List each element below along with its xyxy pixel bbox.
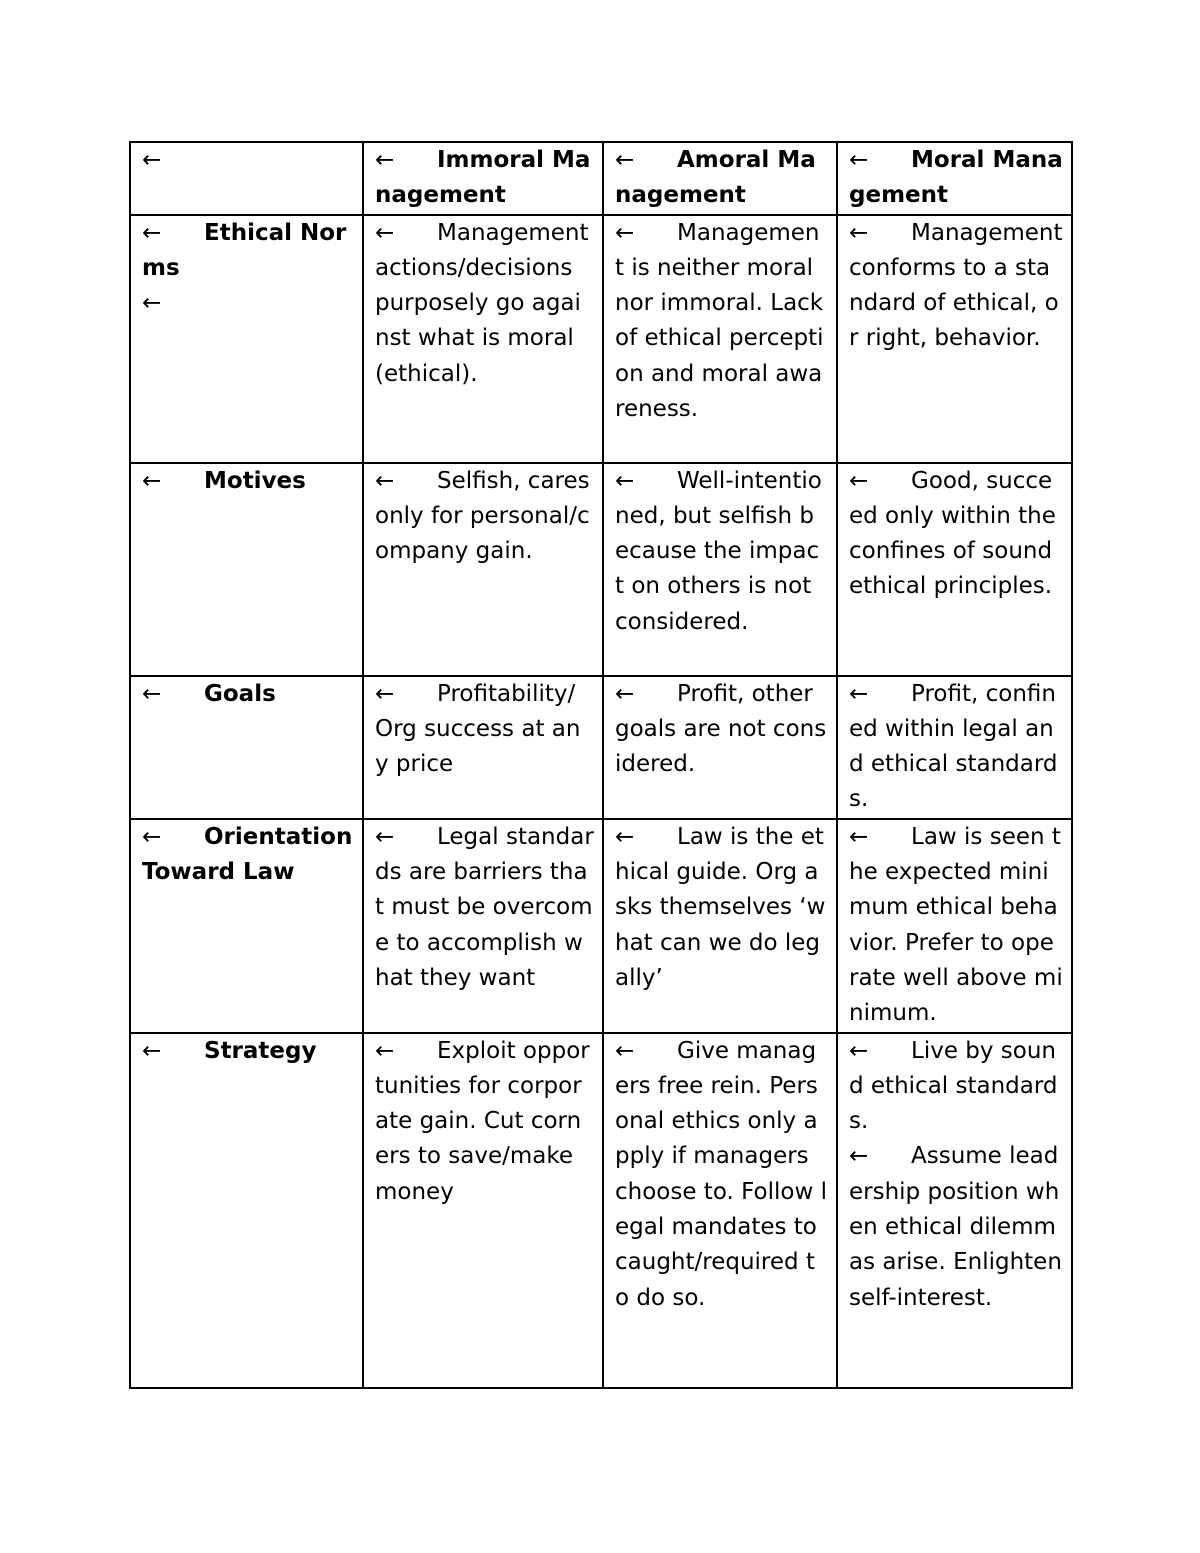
amoral-cell	[603, 676, 837, 819]
moral-cell	[837, 1033, 1072, 1388]
row-label-cell	[130, 463, 363, 676]
moral-text-2: Assume leadership position when ethical dilemmas arise. Enlighten self-interest.	[849, 1143, 1062, 1311]
arrow-icon: ←	[849, 219, 869, 246]
row-label: Motives	[204, 467, 306, 494]
row-label-cell	[130, 819, 363, 1033]
header-cell-empty	[130, 142, 363, 215]
arrow-icon: ←	[615, 1037, 635, 1064]
moral-cell	[837, 819, 1072, 1033]
header-label-moral: Moral Management	[849, 147, 1063, 209]
arrow-icon: ←	[375, 1037, 395, 1064]
arrow-icon: ←	[142, 290, 162, 317]
immoral-cell	[363, 676, 603, 819]
table-row	[130, 1033, 1072, 1388]
amoral-text: Law is the ethical guide. Org asks themselves ‘what can we do legally’	[615, 823, 826, 991]
amoral-text: Give managers free rein. Personal ethics only apply if managers choose to. Follow legal mandates to caught/required to do so.	[615, 1037, 827, 1311]
arrow-icon: ←	[615, 467, 635, 494]
header-row	[130, 142, 1072, 215]
arrow-icon: ←	[615, 147, 635, 173]
amoral-cell	[603, 819, 837, 1033]
moral-text: Management conforms to a standard of ethical, or right, behavior.	[849, 219, 1063, 352]
table-row	[130, 819, 1072, 1033]
immoral-cell	[363, 1033, 603, 1388]
header-cell-amoral	[603, 142, 837, 215]
arrow-icon: ←	[615, 823, 635, 850]
arrow-icon: ←	[615, 680, 635, 707]
arrow-icon: ←	[375, 467, 395, 494]
moral-cell	[837, 676, 1072, 819]
row-label-cell	[130, 1033, 363, 1388]
arrow-icon: ←	[142, 1037, 162, 1064]
arrow-icon: ←	[375, 147, 395, 173]
immoral-text: Exploit opportunities for corporate gain. Cut corners to save/make money	[375, 1037, 590, 1205]
immoral-cell	[363, 463, 603, 676]
moral-text: Good, succeed only within the confines of sound ethical principles.	[849, 467, 1056, 600]
arrow-icon: ←	[142, 147, 162, 173]
header-label-immoral: Immoral Management	[375, 147, 591, 209]
arrow-icon: ←	[615, 219, 635, 246]
row-label: Goals	[204, 680, 276, 707]
arrow-icon: ←	[142, 823, 162, 850]
moral-cell	[837, 463, 1072, 676]
amoral-text: Profit, other goals are not considered.	[615, 680, 827, 778]
amoral-cell	[603, 463, 837, 676]
immoral-text: Legal standards are barriers that must be overcome to accomplish what they want	[375, 823, 594, 991]
header-label-amoral: Amoral Management	[615, 147, 816, 209]
row-label-cell	[130, 215, 363, 463]
amoral-text: Management is neither moral nor immoral. Lack of ethical perception and moral awareness.	[615, 219, 824, 423]
immoral-text: Profitability/ Org success at any price	[375, 680, 581, 778]
arrow-icon: ←	[849, 147, 869, 173]
arrow-icon: ←	[142, 680, 162, 707]
row-label: Orientation Toward Law	[142, 823, 353, 886]
amoral-text: Well-intentioned, but selfish because the impact on others is not considered.	[615, 467, 822, 635]
arrow-icon: ←	[849, 823, 869, 850]
table-row	[130, 676, 1072, 819]
immoral-cell	[363, 819, 603, 1033]
amoral-cell	[603, 1033, 837, 1388]
header-cell-immoral	[363, 142, 603, 215]
arrow-icon: ←	[375, 219, 395, 246]
arrow-icon: ←	[142, 467, 162, 494]
arrow-icon: ←	[375, 823, 395, 850]
arrow-icon: ←	[142, 219, 162, 246]
amoral-cell	[603, 215, 837, 463]
immoral-text: Management actions/decisions purposely go against what is moral (ethical).	[375, 219, 589, 387]
arrow-icon: ←	[375, 680, 395, 707]
table-row	[130, 215, 1072, 463]
header-cell-moral	[837, 142, 1072, 215]
moral-text: Profit, confined within legal and ethical standards.	[849, 680, 1058, 813]
table-row	[130, 463, 1072, 676]
arrow-icon: ←	[849, 680, 869, 707]
moral-text: Live by sound ethical standards.	[849, 1037, 1058, 1135]
arrow-icon: ←	[849, 467, 869, 494]
immoral-cell	[363, 215, 603, 463]
immoral-text: Selfish, cares only for personal/company gain.	[375, 467, 590, 565]
row-label: Strategy	[204, 1037, 317, 1064]
moral-text: Law is seen the expected minimum ethical behavior. Prefer to operate well above minimum.	[849, 823, 1063, 1027]
moral-cell	[837, 215, 1072, 463]
arrow-icon: ←	[849, 1143, 869, 1170]
row-label-cell	[130, 676, 363, 819]
management-comparison-table	[129, 141, 1073, 1389]
row-label: Ethical Norms	[142, 219, 347, 281]
arrow-icon: ←	[849, 1037, 869, 1064]
